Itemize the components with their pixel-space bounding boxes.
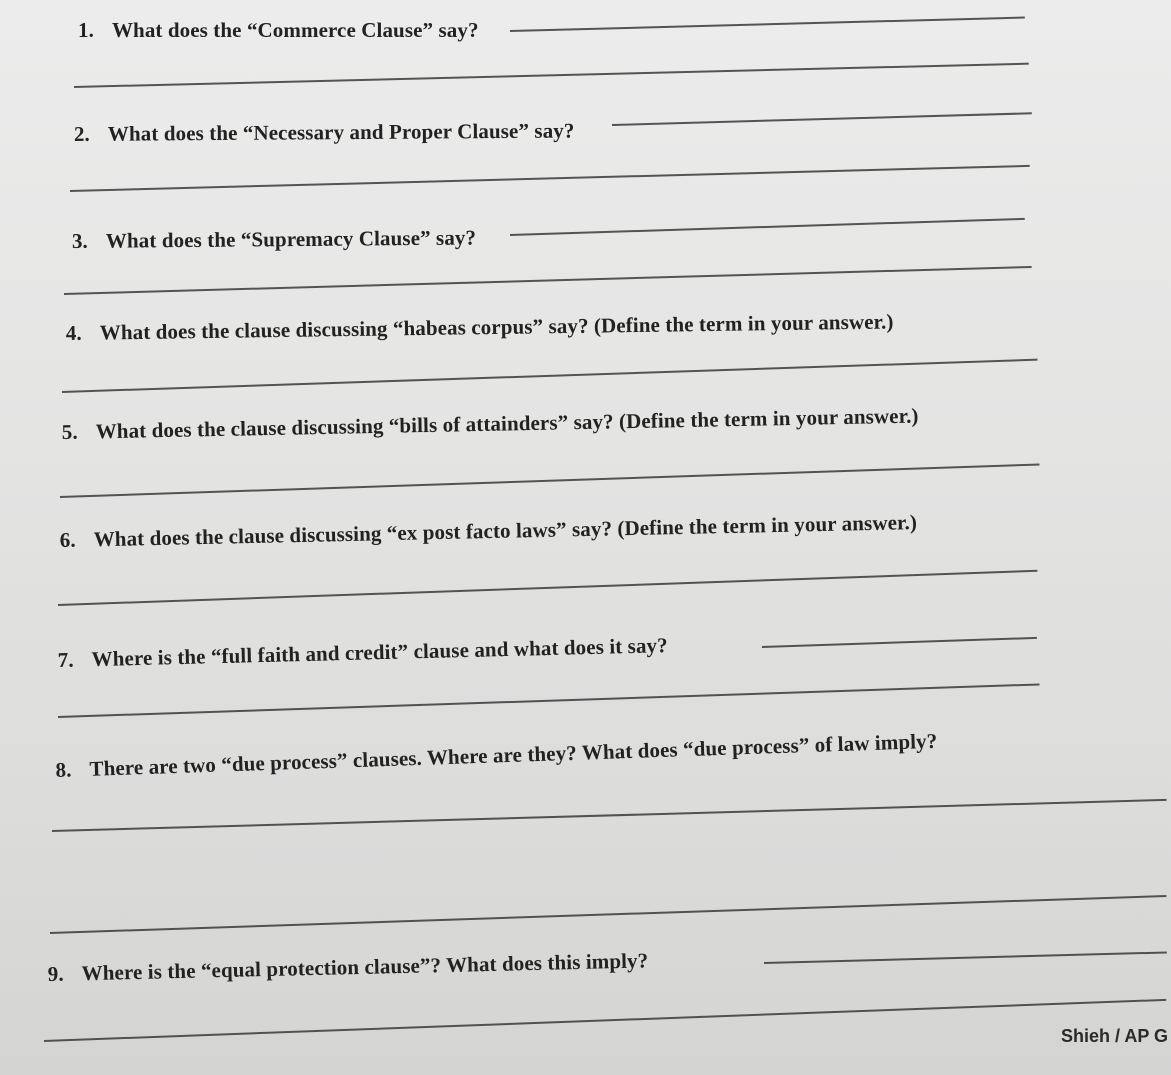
- answer-line: [70, 165, 1030, 192]
- answer-line: [52, 799, 1167, 832]
- question-5-number: 5.: [61, 419, 78, 445]
- question-4-number: 4.: [65, 320, 82, 346]
- question-3-number: 3.: [71, 228, 88, 254]
- footer-credit: Shieh / AP G: [1061, 1026, 1169, 1046]
- answer-line: [64, 266, 1032, 295]
- question-1-number: 1.: [78, 18, 94, 42]
- answer-line: [44, 999, 1166, 1042]
- question-1: [78, 18, 479, 43]
- question-4-text: What does the clause discussing “habeas corpus” say? (Define the term in your answer.): [99, 309, 894, 345]
- answer-line: [612, 112, 1032, 126]
- question-9-number: 9.: [47, 961, 64, 987]
- question-1-text: What does the “Commerce Clause” say?: [111, 18, 479, 42]
- answer-line: [764, 951, 1167, 964]
- question-6-text: What does the clause discussing “ex post facto laws” say? (Define the term in your answer.): [93, 510, 918, 552]
- question-2: [74, 119, 575, 147]
- answer-line: [60, 464, 1040, 498]
- question-9-text: Where is the “equal protection clause”? What does this imply?: [81, 948, 649, 986]
- answer-line: [50, 895, 1166, 934]
- question-7-text: Where is the “full faith and credit” clause and what does it say?: [91, 633, 668, 672]
- question-8-number: 8.: [55, 757, 72, 783]
- answer-line: [58, 570, 1037, 606]
- question-2-number: 2.: [73, 121, 90, 147]
- question-4: [66, 309, 894, 346]
- question-8-text: There are two “due process” clauses. Where are they? What does “due process” of law imply?: [89, 728, 938, 781]
- question-7-number: 7.: [57, 647, 74, 673]
- answer-line: [510, 17, 1025, 32]
- question-3: [72, 225, 476, 254]
- answer-line: [510, 218, 1025, 236]
- answer-line: [762, 637, 1037, 648]
- answer-line: [74, 63, 1029, 88]
- question-8: [55, 729, 938, 783]
- question-6-number: 6.: [59, 527, 76, 553]
- question-9: [47, 948, 648, 987]
- question-7: [57, 633, 668, 673]
- answer-line: [62, 359, 1038, 393]
- question-2-text: What does the “Necessary and Proper Clause” say?: [107, 118, 575, 146]
- question-6: [59, 510, 917, 553]
- question-5-text: What does the clause discussing “bills of attainders” say? (Define the term in your answer.): [95, 403, 919, 444]
- question-3-text: What does the “Supremacy Clause” say?: [105, 225, 477, 253]
- answer-line: [58, 683, 1040, 718]
- question-5: [62, 404, 919, 445]
